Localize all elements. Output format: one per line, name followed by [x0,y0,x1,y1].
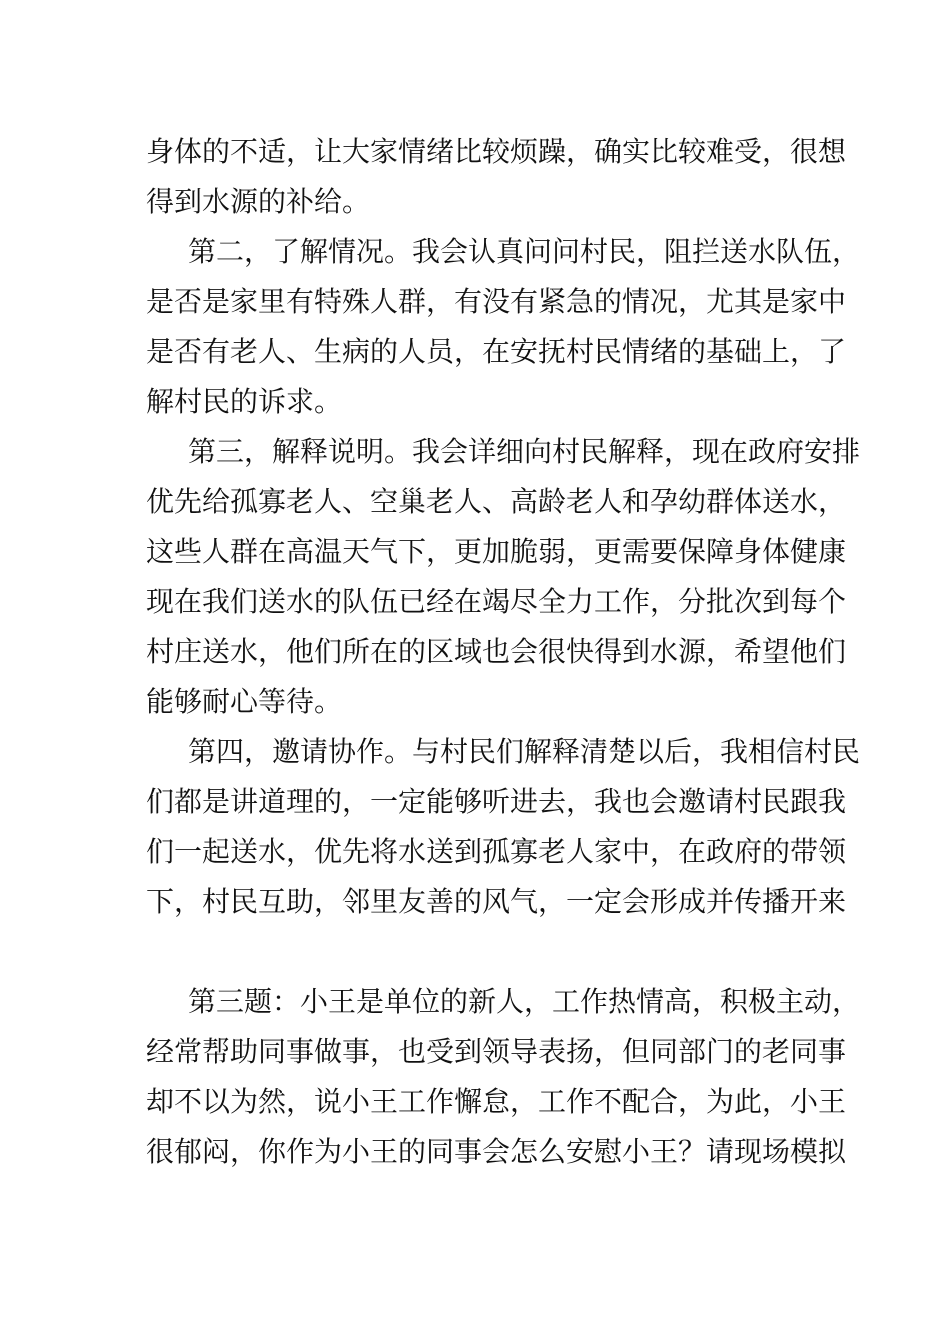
paragraph-start-line: 第三，解释说明。我会详细向村民解释，现在政府安排 [188,435,861,468]
text-line: 很郁闷，你作为小王的同事会怎么安慰小王？请现场模拟 [146,1135,847,1168]
paragraph-start-line: 第四，邀请协作。与村民们解释清楚以后，我相信村民 [188,735,861,768]
text-line: 现在我们送水的队伍已经在竭尽全力工作，分批次到每个 [146,585,847,618]
text-line: 优先给孤寡老人、空巢老人、高龄老人和孕幼群体送水， [146,485,847,518]
text-line: 是否是家里有特殊人群，有没有紧急的情况，尤其是家中 [146,285,847,318]
question-heading-line: 第三题：小王是单位的新人，工作热情高，积极主动， [188,985,861,1018]
text-line: 身体的不适，让大家情绪比较烦躁，确实比较难受，很想 [146,135,847,168]
text-line: 这些人群在高温天气下，更加脆弱，更需要保障身体健康 [146,535,847,568]
text-line: 们都是讲道理的，一定能够听进去，我也会邀请村民跟我 [146,785,847,818]
text-line: 经常帮助同事做事，也受到领导表扬，但同部门的老同事 [146,1035,847,1068]
text-line: 却不以为然，说小王工作懈怠，工作不配合，为此，小王 [146,1085,847,1118]
text-line: 们一起送水，优先将水送到孤寡老人家中，在政府的带领 [146,835,847,868]
text-line: 村庄送水，他们所在的区域也会很快得到水源，希望他们 [146,635,847,668]
paragraph-start-line: 第二，了解情况。我会认真问问村民，阻拦送水队伍， [188,235,861,268]
text-line: 能够耐心等待。 [146,685,343,718]
text-line: 下，村民互助，邻里友善的风气，一定会形成并传播开来 [146,885,847,918]
text-line: 得到水源的补给。 [146,185,371,218]
text-line: 解村民的诉求。 [146,385,343,418]
text-line: 是否有老人、生病的人员，在安抚村民情绪的基础上，了 [146,335,847,368]
